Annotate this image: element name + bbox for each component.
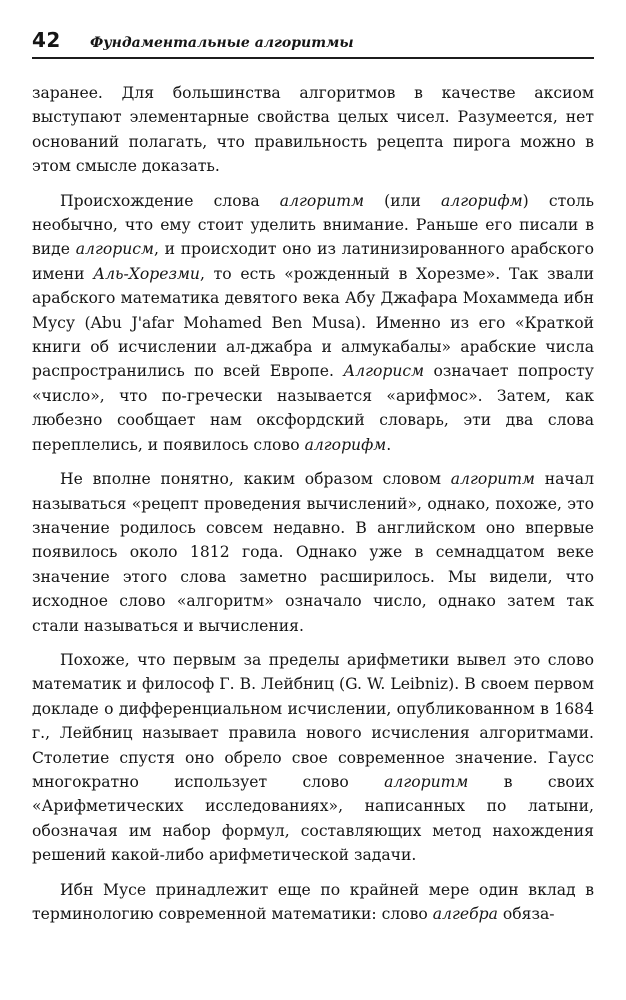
running-title: Фундаментальные алгоритмы (90, 35, 354, 51)
text-run: заранее. Для большинства алгоритмов в качестве аксиом выступают элементарные свойства целых чисел. Разумеется, нет оснований полагать, что правильность рецепта пирога можно в этом смысле доказать. (32, 84, 594, 176)
text-run: Похоже, что первым за пределы арифметики вывел это слово математик и философ Г. В. Лейбниц (G. W. Leibniz). В своем первом докладе о дифференциальном исчислении, опубликованном в 1684 г., Лейбниц называет правила нового исчисления алгоритмами. Столетие спустя оно обрело свое современное значение. Гаусс многократно использует слово (32, 650, 594, 791)
running-head (32, 28, 594, 59)
text-run: Не вполне понятно, каким образом словом (60, 470, 451, 489)
text-run: означает попросту «число», что по-гречески называется «арифмос». Затем, как любезно сообщает нам оксфордский словарь, эти два слова переплелись, и появилось слово (32, 362, 594, 454)
italic-term: алгоритм (450, 470, 535, 489)
paragraph (32, 81, 594, 179)
page-number: 42 (32, 28, 61, 52)
paragraph (32, 648, 594, 868)
paragraph (32, 878, 594, 927)
text-run: Происхождение слова (60, 191, 280, 210)
italic-term: алгебра (432, 905, 498, 923)
paragraph (32, 189, 594, 457)
italic-term: алгорисм (75, 240, 154, 259)
text-run: , то есть «рожденный в Хорезме». Так звали арабского математика девятого века Абу Джафара Мохаммеда ибн Мусу (Abu J'afar Mohamed Ben Musa). Именно из его «Краткой книги об исчислении ал-джабра и алмукабалы» арабские числа распространились по всей Европе. (32, 264, 594, 381)
italic-term: Аль-Хорезми (93, 264, 200, 283)
text-run: обяза- (497, 905, 555, 923)
italic-term: алгоритм (384, 772, 469, 791)
paragraph (32, 467, 594, 638)
italic-term: алгорифм (304, 435, 387, 454)
text-run: начал называться «рецепт проведения вычислений», однако, похоже, это значение родилось совсем недавно. В английском оно впервые появилось около 1812 года. Однако уже в семнадцатом веке значение этого слова заметно расширилось. Мы видели, что исходное слово «алгоритм» означало число, однако затем так стали называться и вычисления. (32, 470, 594, 635)
italic-term: алгоритм (279, 191, 365, 210)
italic-term: алгорифм (441, 191, 523, 210)
text-run: Ибн Мусе принадлежит еще по крайней мере один вклад в терминологию современной математики: слово (32, 880, 594, 923)
text-run: ) столь необычно, что ему стоит уделить внимание. Раньше его писали в виде (32, 191, 594, 259)
body-text (32, 81, 594, 926)
text-run: . (386, 435, 392, 454)
text-run: (или (364, 191, 442, 210)
text-run: в своих «Арифметических исследованиях», написанных по латыни, обозначая им набор формул, составляющих метод нахождения решений какой-либо арифметической задачи. (32, 772, 595, 865)
book-page (32, 28, 594, 936)
text-run: , и происходит оно из латинизированного арабского имени (32, 240, 594, 283)
italic-term: Алгорисм (343, 362, 425, 381)
